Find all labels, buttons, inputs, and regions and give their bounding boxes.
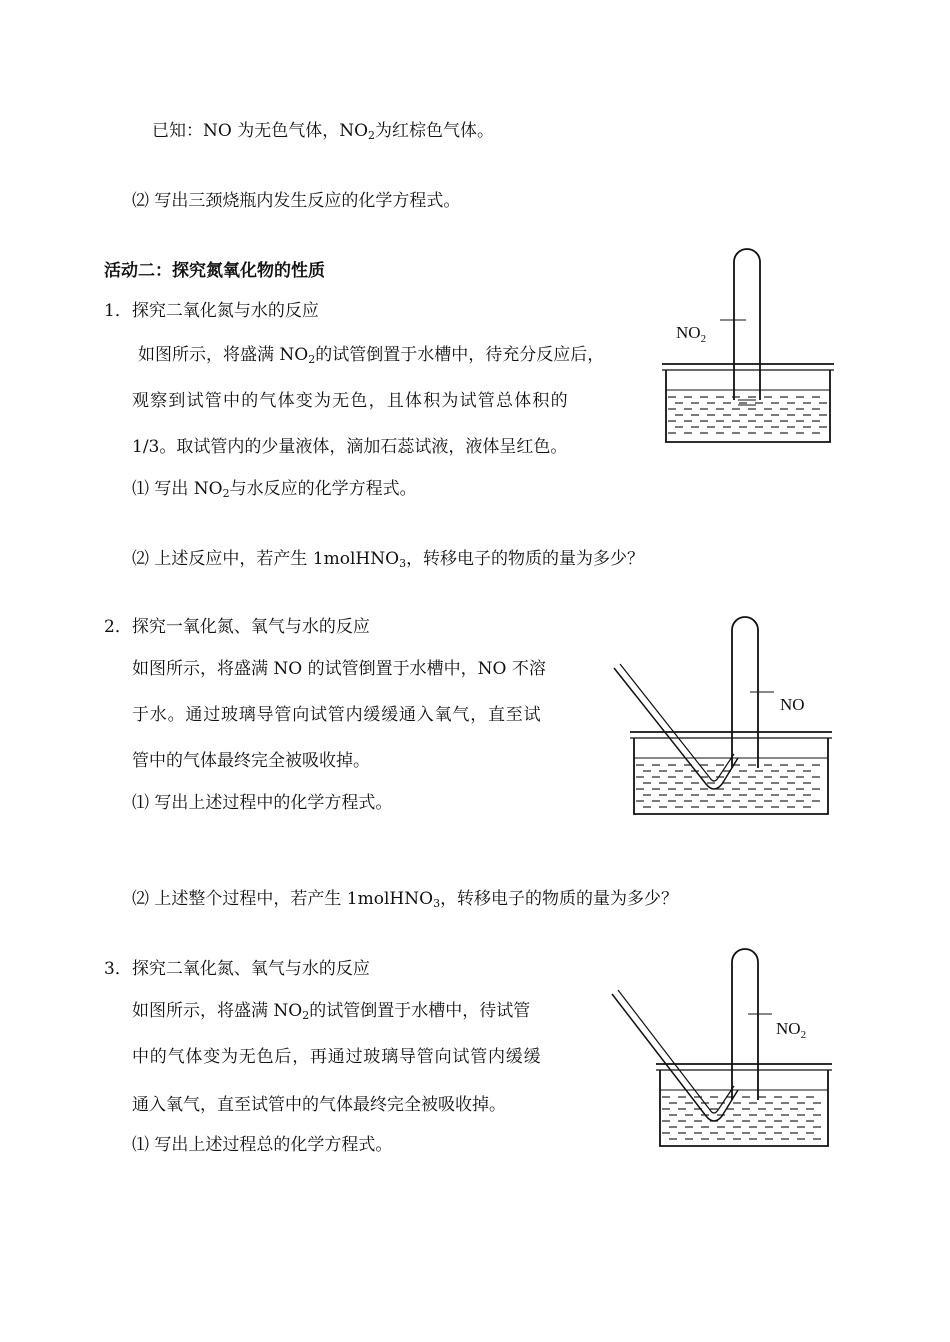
intro-question-2: ⑵ 写出三颈烧瓶内发生反应的化学方程式。 xyxy=(132,191,461,211)
figure3-label: $NO_2$ xyxy=(776,1019,807,1041)
part3-p1-prefix: 如图所示，将盛满 NO xyxy=(132,1001,303,1021)
figure1-label: $NO_2$ xyxy=(676,323,707,345)
part2-question-2 xyxy=(132,888,678,910)
glass-tube-inner xyxy=(618,990,734,1113)
part1-q1-prefix: ⑴ 写出 NO xyxy=(132,479,223,499)
part1-paragraph-line2: 观察到试管中的气体变为无色，且体积为试管总体积的 xyxy=(132,391,569,411)
known-note-suffix: 为红棕色气体。 xyxy=(375,121,495,141)
part2-question-1: ⑴ 写出上述过程中的化学方程式。 xyxy=(132,793,393,813)
part3-paragraph-line1 xyxy=(132,1000,530,1022)
figure-no-oxygen-water-apparatus xyxy=(610,608,840,828)
part3-paragraph-line3: 通入氧气，直至试管中的气体最终完全被吸收掉。 xyxy=(132,1095,506,1115)
glass-tube-outer xyxy=(612,994,738,1121)
part2-q2-prefix: ⑵ 上述整个过程中，若产生 1molHNO xyxy=(132,889,434,909)
part1-p1-suffix: 的试管倒置于水槽中，待充分反应后， xyxy=(315,345,605,365)
part2-paragraph-line3: 管中的气体最终完全被吸收掉。 xyxy=(132,751,370,771)
part3-p1-sub: 2 xyxy=(302,1009,310,1022)
test-tube xyxy=(732,949,758,1100)
known-note-sub: 2 xyxy=(368,129,376,142)
part1-question-1 xyxy=(132,478,417,500)
part3-p1-suffix: 的试管倒置于水槽中，待试管 xyxy=(309,1001,531,1021)
part2-q2-suffix: ，转移电子的物质的量为多少？ xyxy=(440,889,679,909)
figure-no2-oxygen-water-apparatus xyxy=(610,940,840,1160)
part1-paragraph-line3: 1/3。取试管内的少量液体，滴加石蕊试液，液体呈红色。 xyxy=(132,437,568,457)
part2-paragraph-line1: 如图所示，将盛满 NO 的试管倒置于水槽中，NO 不溶 xyxy=(132,659,546,679)
part1-q2-sub: 3 xyxy=(399,557,407,570)
part1-q2-suffix: ，转移电子的物质的量为多少？ xyxy=(406,549,645,569)
part1-q1-suffix: 与水反应的化学方程式。 xyxy=(229,479,417,499)
part1-paragraph-line1 xyxy=(138,344,604,366)
part3-heading: 3．探究二氧化氮、氧气与水的反应 xyxy=(104,959,370,979)
figure-no2-water-apparatus xyxy=(660,240,840,450)
part1-q1-sub: 2 xyxy=(222,487,230,500)
trough-body xyxy=(666,370,830,442)
part1-q2-prefix: ⑵ 上述反应中，若产生 1molHNO xyxy=(132,549,400,569)
part3-paragraph-line2: 中的气体变为无色后，再通过玻璃导管向试管内缓缓 xyxy=(132,1047,542,1067)
trough-body xyxy=(660,1070,828,1146)
activity-title: 活动二：探究氮氧化物的性质 xyxy=(104,261,325,281)
part2-q2-sub: 3 xyxy=(433,897,441,910)
water-hatching xyxy=(662,1097,821,1139)
part2-heading: 2．探究一氧化氮、氧气与水的反应 xyxy=(104,617,370,637)
part1-question-2 xyxy=(132,548,644,570)
water-hatching xyxy=(636,765,820,807)
part2-paragraph-line2: 于水。通过玻璃导管向试管内缓缓通入氧气，直至试 xyxy=(132,705,542,725)
trough-body xyxy=(634,738,828,814)
known-note-prefix: 已知：NO 为无色气体，NO xyxy=(152,121,369,141)
part1-heading: 1．探究二氧化氮与水的反应 xyxy=(104,301,319,321)
water-hatching xyxy=(668,397,827,433)
test-tube xyxy=(734,249,760,400)
part1-p1-sub: 2 xyxy=(308,353,316,366)
glass-tube-inner xyxy=(620,664,734,781)
known-note xyxy=(152,120,494,142)
part1-p1-prefix: 如图所示，将盛满 NO xyxy=(138,345,309,365)
part3-question-1: ⑴ 写出上述过程总的化学方程式。 xyxy=(132,1135,393,1155)
figure2-label: NO xyxy=(780,695,805,714)
